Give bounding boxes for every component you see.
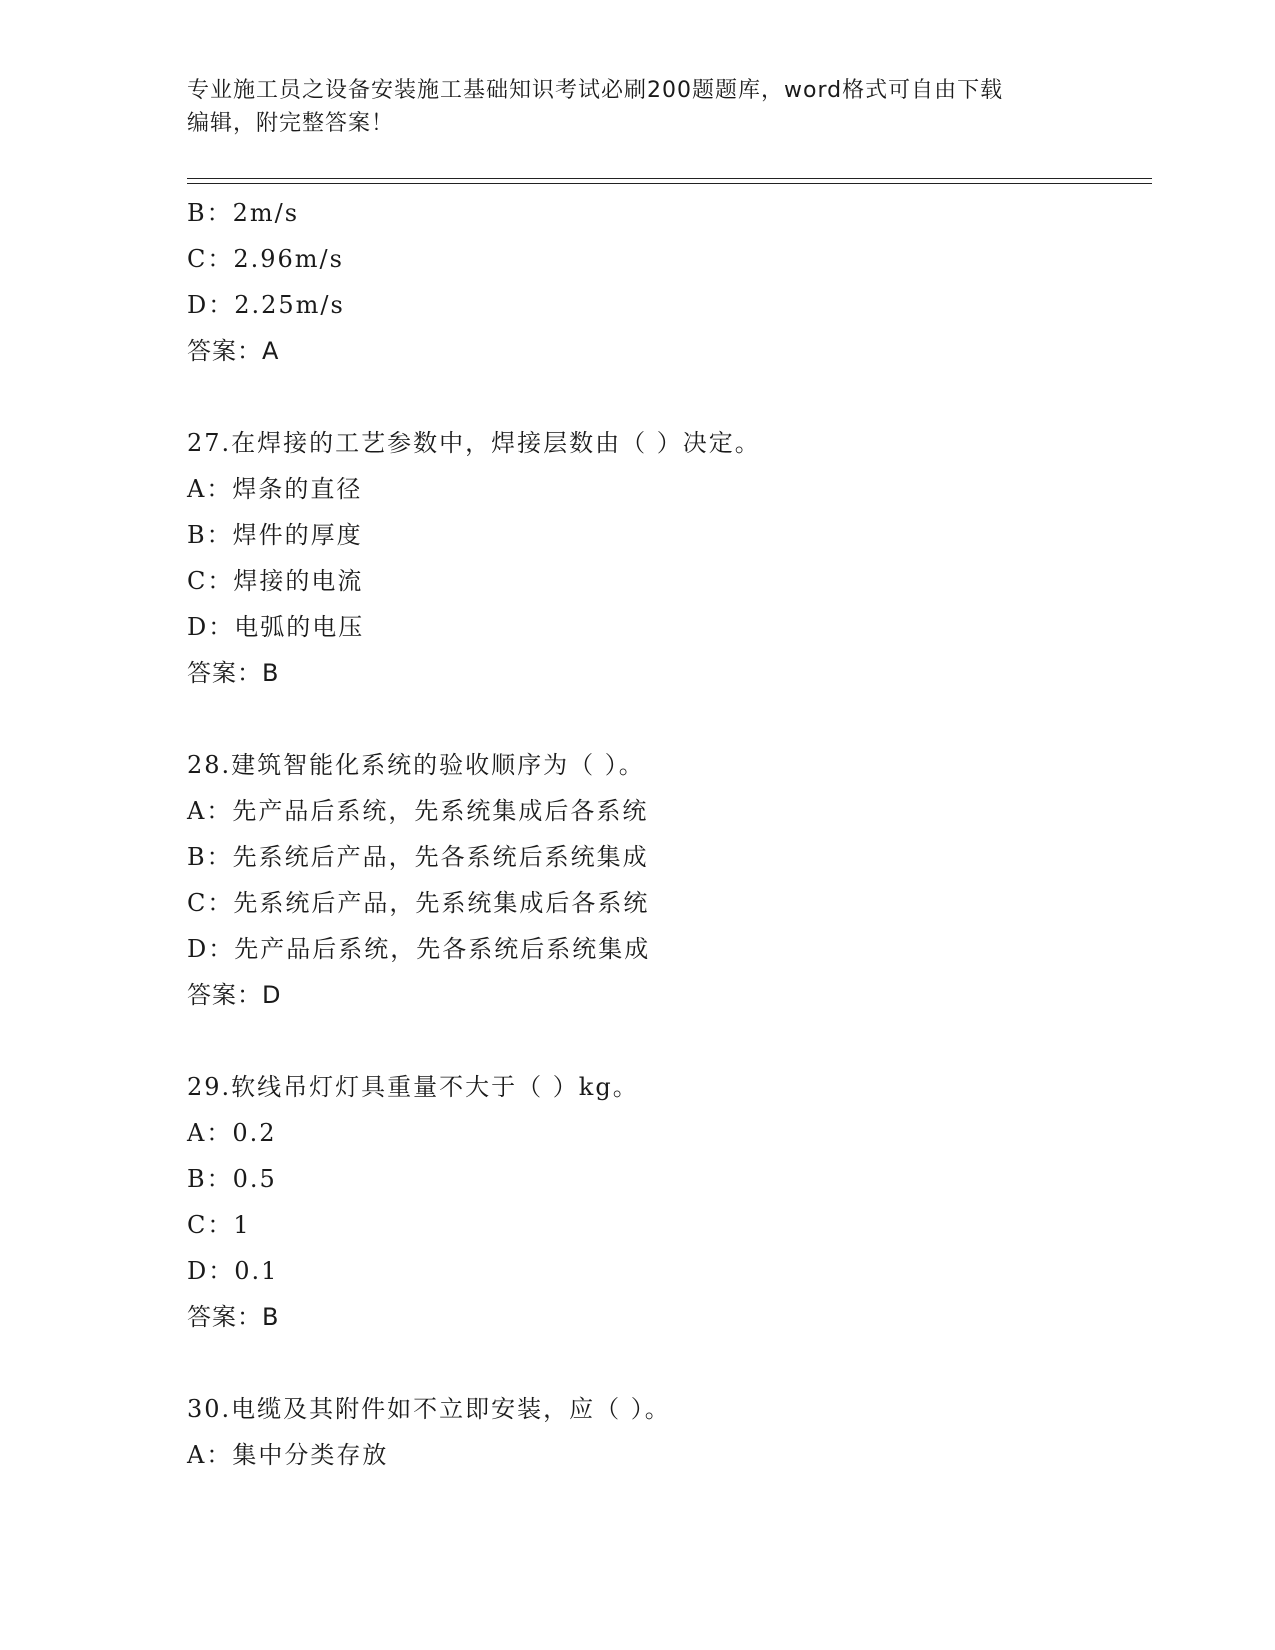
spacer — [187, 1018, 1147, 1064]
option-b: B：先系统后产品，先各系统后系统集成 — [187, 843, 649, 871]
question-stem: 27.在焊接的工艺参数中，焊接层数由（ ）决定。 — [187, 429, 761, 457]
question-29 — [187, 1064, 1147, 1340]
question-content — [187, 190, 1147, 1478]
option-c: C：1 — [187, 1211, 251, 1239]
option-b: B：0.5 — [187, 1165, 277, 1193]
option-a: A：集中分类存放 — [187, 1441, 389, 1469]
option-b: B：2m/s — [187, 199, 300, 227]
header-line-2: 编辑，附完整答案！ — [187, 111, 395, 136]
question-30 — [187, 1386, 1147, 1478]
option-a: A：先产品后系统，先系统集成后各系统 — [187, 797, 649, 825]
option-d: D：0.1 — [187, 1257, 279, 1285]
page-header — [187, 74, 1087, 140]
option-a: A：焊条的直径 — [187, 475, 363, 503]
option-d: D：电弧的电压 — [187, 613, 365, 641]
question-stem: 30.电缆及其附件如不立即安装，应（ ）。 — [187, 1395, 671, 1423]
spacer — [187, 374, 1147, 420]
option-c: C：焊接的电流 — [187, 567, 364, 595]
option-d: D：先产品后系统，先各系统后系统集成 — [187, 935, 651, 963]
question-stem: 28.建筑智能化系统的验收顺序为（ ）。 — [187, 751, 645, 779]
header-line-1: 专业施工员之设备安装施工基础知识考试必刷200题题库，word格式可自由下载 — [187, 78, 1004, 103]
question-27 — [187, 420, 1147, 696]
question-stem: 29.软线吊灯灯具重量不大于（ ）kg。 — [187, 1073, 639, 1101]
option-a: A：0.2 — [187, 1119, 277, 1147]
question-28 — [187, 742, 1147, 1018]
option-d: D：2.25m/s — [187, 291, 345, 319]
answer: 答案：B — [187, 1303, 280, 1331]
answer: 答案：B — [187, 659, 280, 687]
option-b: B：焊件的厚度 — [187, 521, 363, 549]
question-26-continued — [187, 190, 1147, 374]
header-rule-top — [187, 178, 1152, 179]
option-c: C：先系统后产品，先系统集成后各系统 — [187, 889, 650, 917]
header-rule-bottom — [187, 183, 1152, 184]
answer: 答案：A — [187, 337, 280, 365]
spacer — [187, 696, 1147, 742]
spacer — [187, 1340, 1147, 1386]
option-c: C：2.96m/s — [187, 245, 344, 273]
answer: 答案：D — [187, 981, 282, 1009]
